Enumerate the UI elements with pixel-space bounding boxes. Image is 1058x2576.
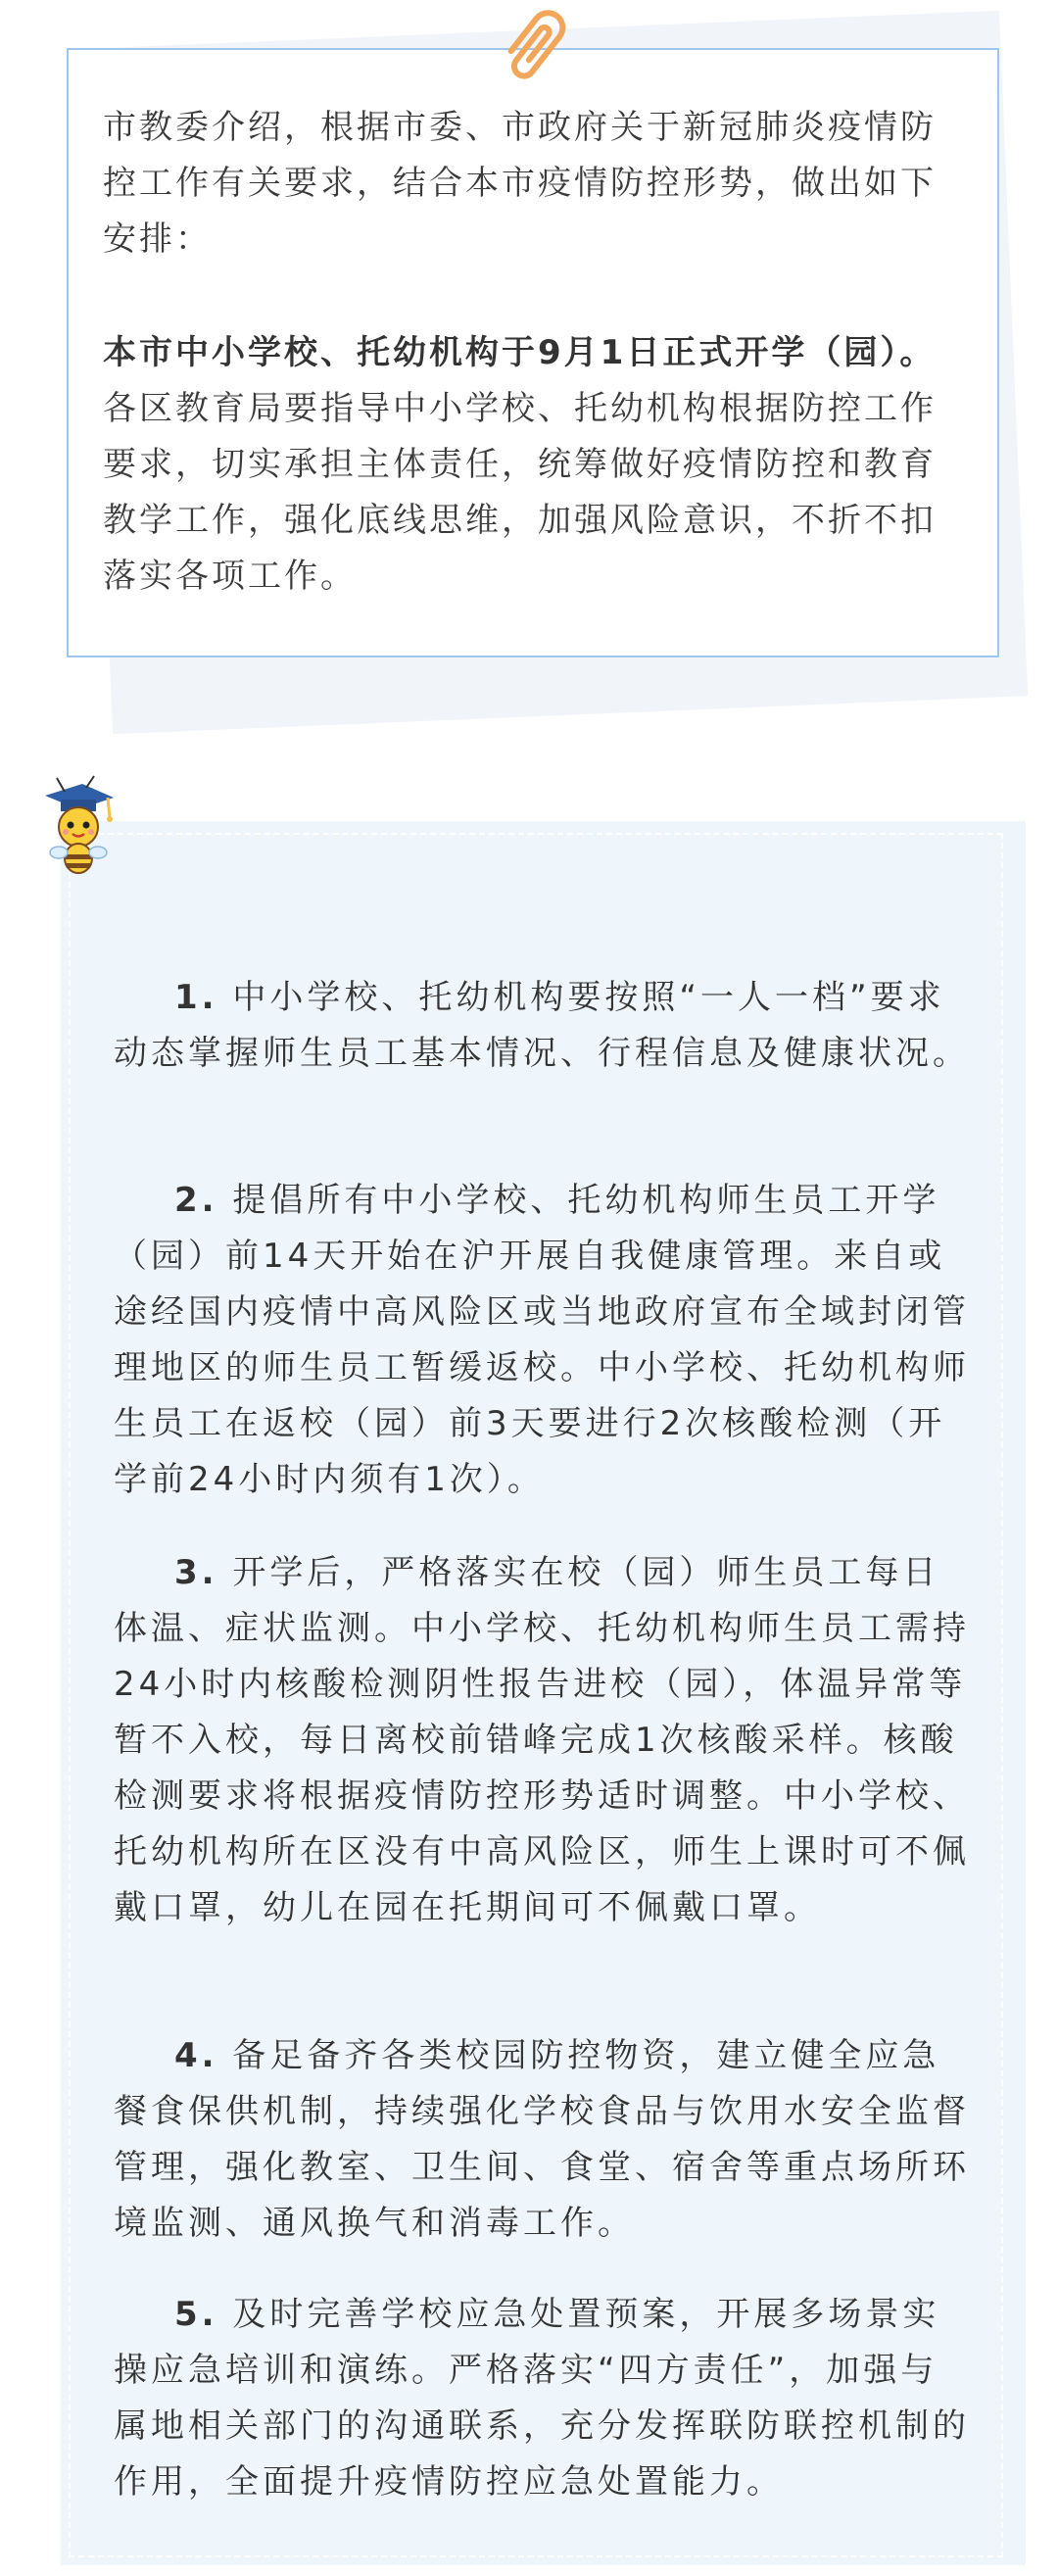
bee-mascot-icon bbox=[39, 772, 118, 878]
announcement-body: 各区教育局要指导中小学校、托幼机构根据防控工作要求，切实承担主体责任，统筹做好疫情防控和教育教学工作，强化底线思维，加强风险意识，不折不扣落实各项工作。 bbox=[103, 389, 937, 596]
measure-number: 5. bbox=[174, 2295, 218, 2334]
measure-item-2 bbox=[114, 1173, 974, 1508]
measure-text: 备足备齐各类校园防控物资，建立健全应急餐食保供机制，持续强化学校食品与饮用水安全监督管理，强化教室、卫生间、食堂、宿舍等重点场所环境监测、通风换气和消毒工作。 bbox=[114, 2036, 970, 2243]
measure-item-1 bbox=[114, 970, 974, 1082]
measure-number: 1. bbox=[174, 978, 218, 1017]
intro-paragraph: 市教委介绍，根据市委、市政府关于新冠肺炎疫情防控工作有关要求，结合本市疫情防控形势，做出如下安排： bbox=[103, 108, 937, 259]
measure-item-3 bbox=[114, 1545, 974, 1936]
measure-text: 提倡所有中小学校、托幼机构师生员工开学（园）前14天开始在沪开展自我健康管理。来自或途经国内疫情中高风险区或当地政府宣布全域封闭管理地区的师生员工暂缓返校。中小学校、托幼机构师生员工在返校（园）前3天要进行2次核酸检测（开学前24小时内须有1次）。 bbox=[114, 1181, 970, 1499]
measure-item-4 bbox=[114, 2028, 974, 2252]
measure-number: 2. bbox=[174, 1181, 218, 1220]
measure-number: 3. bbox=[174, 1553, 218, 1592]
paperclip-icon bbox=[492, 4, 580, 82]
intro-announcement bbox=[103, 325, 965, 605]
measure-text: 中小学校、托幼机构要按照“一人一档”要求动态掌握师生员工基本情况、行程信息及健康状况。 bbox=[114, 978, 970, 1073]
measure-text: 及时完善学校应急处置预案，开展多场景实操应急培训和演练。严格落实“四方责任”，加强与属地相关部门的沟通联系，充分发挥联防联控机制的作用，全面提升疫情防控应急处置能力。 bbox=[114, 2295, 970, 2502]
measure-number: 4. bbox=[174, 2036, 218, 2075]
measure-text: 开学后，严格落实在校（园）师生员工每日体温、症状监测。中小学校、托幼机构师生员工需持24小时内核酸检测阴性报告进校（园），体温异常等暂不入校，每日离校前错峰完成1次核酸采样。核酸检测要求将根据疫情防控形势适时调整。中小学校、托幼机构所在区没有中高风险区，师生上课时可不佩戴口罩，幼儿在园在托期间可不佩戴口罩。 bbox=[114, 1553, 970, 1927]
measure-item-5 bbox=[114, 2287, 974, 2510]
announcement-lead: 本市中小学校、托幼机构于9月1日正式开学（园）。 bbox=[103, 333, 937, 372]
